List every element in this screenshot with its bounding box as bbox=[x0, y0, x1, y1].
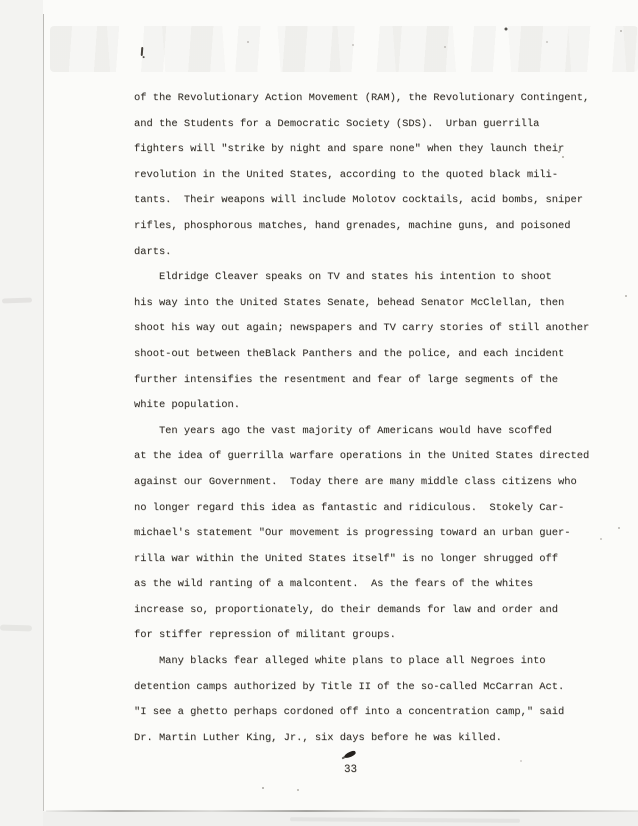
text-line: shoot-out between theBlack Panthers and the police, and each incident bbox=[134, 347, 565, 360]
body-text bbox=[134, 86, 614, 751]
page-number: 33 bbox=[344, 764, 357, 776]
text-line: against our Government. Today there are many middle class citizens who bbox=[134, 475, 577, 488]
text-line: further intensifies the resentment and fear of large segments of the bbox=[134, 373, 559, 386]
text-line: Ten years ago the vast majority of Americans would have scoffed bbox=[134, 424, 552, 437]
page-bottom-edge bbox=[46, 810, 638, 812]
scan-noise-band bbox=[50, 26, 638, 72]
text-line: of the Revolutionary Action Movement (RAM), the Revolutionary Contingent, bbox=[134, 92, 590, 104]
text-line: as the wild ranting of a malcontent. As the fears of the whites bbox=[134, 578, 534, 591]
page-left-edge bbox=[43, 14, 44, 811]
text-line: increase so, proportionately, do their demands for law and order and bbox=[134, 603, 559, 616]
text-line: shoot his way out again; newspapers and TV carry stories of still another bbox=[134, 322, 590, 335]
text-line: no longer regard this idea as fantastic and ridiculous. Stokely Car- bbox=[134, 501, 565, 514]
text-line: revolution in the United States, according to the quoted black mili- bbox=[134, 168, 559, 181]
margin-smear bbox=[2, 297, 32, 303]
text-line: for stiffer repression of militant groups. bbox=[134, 629, 396, 642]
text-line: and the Students for a Democratic Society (SDS). Urban guerrilla bbox=[134, 117, 540, 130]
scan-specks bbox=[0, 0, 2, 2]
text-line: darts. bbox=[134, 245, 172, 258]
text-line: rifles, phosphorous matches, hand grenades, machine guns, and poisoned bbox=[134, 219, 571, 232]
text-line: Eldridge Cleaver speaks on TV and states his intention to shoot bbox=[134, 271, 552, 284]
text-line: rilla war within the United States itself" is no longer shrugged off bbox=[134, 552, 559, 565]
text-line: at the idea of guerrilla warfare operations in the United States directed bbox=[134, 450, 590, 463]
text-line: michael's statement "Our movement is progressing toward an urban guer- bbox=[134, 527, 571, 540]
text-line: Many blacks fear alleged white plans to place all Negroes into bbox=[134, 655, 546, 668]
text-line: his way into the United States Senate, behead Senator McClellan, then bbox=[134, 296, 565, 309]
text-line: tants. Their weapons will include Molotov cocktails, acid bombs, sniper bbox=[134, 194, 583, 207]
text-line: white population. bbox=[134, 399, 241, 412]
text-line: Dr. Martin Luther King, Jr., six days before he was killed. bbox=[134, 731, 502, 744]
text-line: detention camps authorized by Title II of the so-called McCarran Act. bbox=[134, 680, 565, 693]
text-line: fighters will "strike by night and spare none" when they launch their bbox=[134, 143, 565, 156]
margin-smear bbox=[0, 625, 32, 632]
text-line: "I see a ghetto perhaps cordoned off into a concentration camp," said bbox=[134, 706, 565, 719]
